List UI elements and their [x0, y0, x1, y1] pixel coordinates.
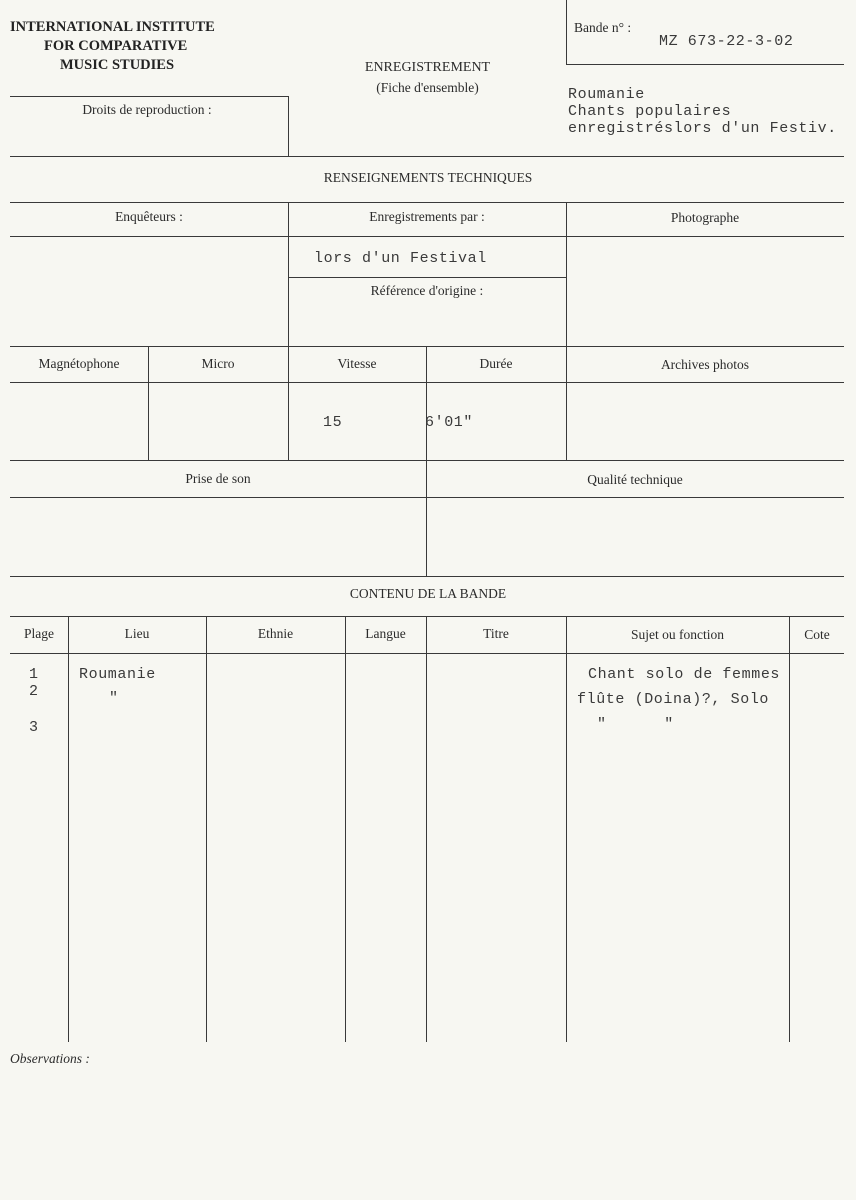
prise-label: Prise de son [185, 471, 251, 486]
institute-line-2: FOR COMPARATIVE [44, 38, 188, 54]
row-1-sujet: Chant solo de femmes [588, 666, 781, 683]
header-bottom-line [10, 156, 844, 157]
vitesse-value: 15 [323, 414, 343, 431]
equip-divider-3 [426, 346, 427, 460]
contents-divider-2 [206, 616, 207, 1042]
magnetophone-label: Magnétophone [38, 356, 120, 371]
technical-section-title: RENSEIGNEMENTS TECHNIQUES [323, 170, 533, 185]
bande-bottom-line [566, 64, 844, 65]
prise-divider [426, 460, 427, 576]
technical-title-line [10, 202, 844, 203]
contents-divider-5 [566, 616, 567, 1042]
row-2-plage: 2 [29, 683, 39, 700]
contents-divider-4 [426, 616, 427, 1042]
row-3-plage: 3 [29, 719, 39, 736]
bande-left-line [566, 0, 567, 65]
row-2-lieu: " [109, 690, 119, 707]
description-line-2: Chants populaires [568, 103, 732, 120]
contents-divider-3 [345, 616, 346, 1042]
observations-label: Observations : [10, 1051, 90, 1066]
col-ethnie-header: Ethnie [257, 626, 294, 641]
bande-label: Bande n° : [574, 20, 632, 35]
droits-right-line [288, 96, 289, 156]
enregistrements-value: lors d'un Festival [314, 250, 487, 267]
reference-label: Référence d'origine : [370, 283, 484, 298]
document-title: ENREGISTREMENT [364, 60, 491, 75]
photographe-label: Photographe [670, 210, 740, 225]
col-sujet-header: Sujet ou fonction [631, 627, 724, 642]
institute-line-3: MUSIC STUDIES [60, 57, 175, 73]
vitesse-label: Vitesse [337, 356, 377, 371]
droits-label: Droits de reproduction : [82, 102, 212, 117]
row-1-lieu: Roumanie [79, 666, 156, 683]
contents-divider-1 [68, 616, 69, 1042]
contents-title-line [10, 616, 844, 617]
description-line-1: Roumanie [568, 86, 645, 103]
col-plage-header: Plage [24, 626, 54, 641]
tech-divider-1 [288, 202, 289, 346]
equip-divider-4 [566, 346, 567, 460]
row-3-sujet: " " [597, 716, 674, 733]
droits-top-line [10, 96, 288, 97]
duree-value: 6'01" [425, 414, 474, 431]
micro-label: Micro [201, 356, 235, 371]
col-titre-header: Titre [483, 626, 509, 641]
institute-name [10, 18, 242, 75]
contents-top-line [10, 576, 844, 577]
contents-header-bottom-line [10, 653, 844, 654]
col-cote-header: Cote [804, 627, 830, 642]
col-lieu-header: Lieu [124, 626, 150, 641]
description-line-3: enregistréslors d'un Festiv. [568, 120, 837, 137]
contents-section-title: CONTENU DE LA BANDE [349, 586, 507, 601]
institute-line-1: INTERNATIONAL INSTITUTE [10, 19, 215, 35]
document-subtitle: (Fiche d'ensemble) [376, 80, 479, 95]
bande-number: MZ 673-22-3-02 [659, 33, 794, 50]
row-2-sujet: flûte (Doina)?, Solo [577, 691, 770, 708]
row-1-plage: 1 [29, 666, 39, 683]
duree-label: Durée [479, 356, 513, 371]
equip-divider-1 [148, 346, 149, 460]
equip-header-bottom-line [10, 382, 844, 383]
enqueteurs-label: Enquêteurs : [115, 209, 183, 224]
reference-top-line [288, 277, 566, 278]
equipment-top-line [10, 346, 844, 347]
tech-divider-2 [566, 202, 567, 346]
qualite-label: Qualité technique [587, 472, 683, 487]
enregistrements-label: Enregistrements par : [369, 209, 485, 224]
contents-divider-6 [789, 616, 790, 1042]
prise-top-line [10, 460, 844, 461]
col-langue-header: Langue [365, 626, 406, 641]
tech-header-bottom-line [10, 236, 844, 237]
prise-header-bottom-line [10, 497, 844, 498]
equip-divider-2 [288, 346, 289, 460]
archives-label: Archives photos [660, 357, 750, 372]
